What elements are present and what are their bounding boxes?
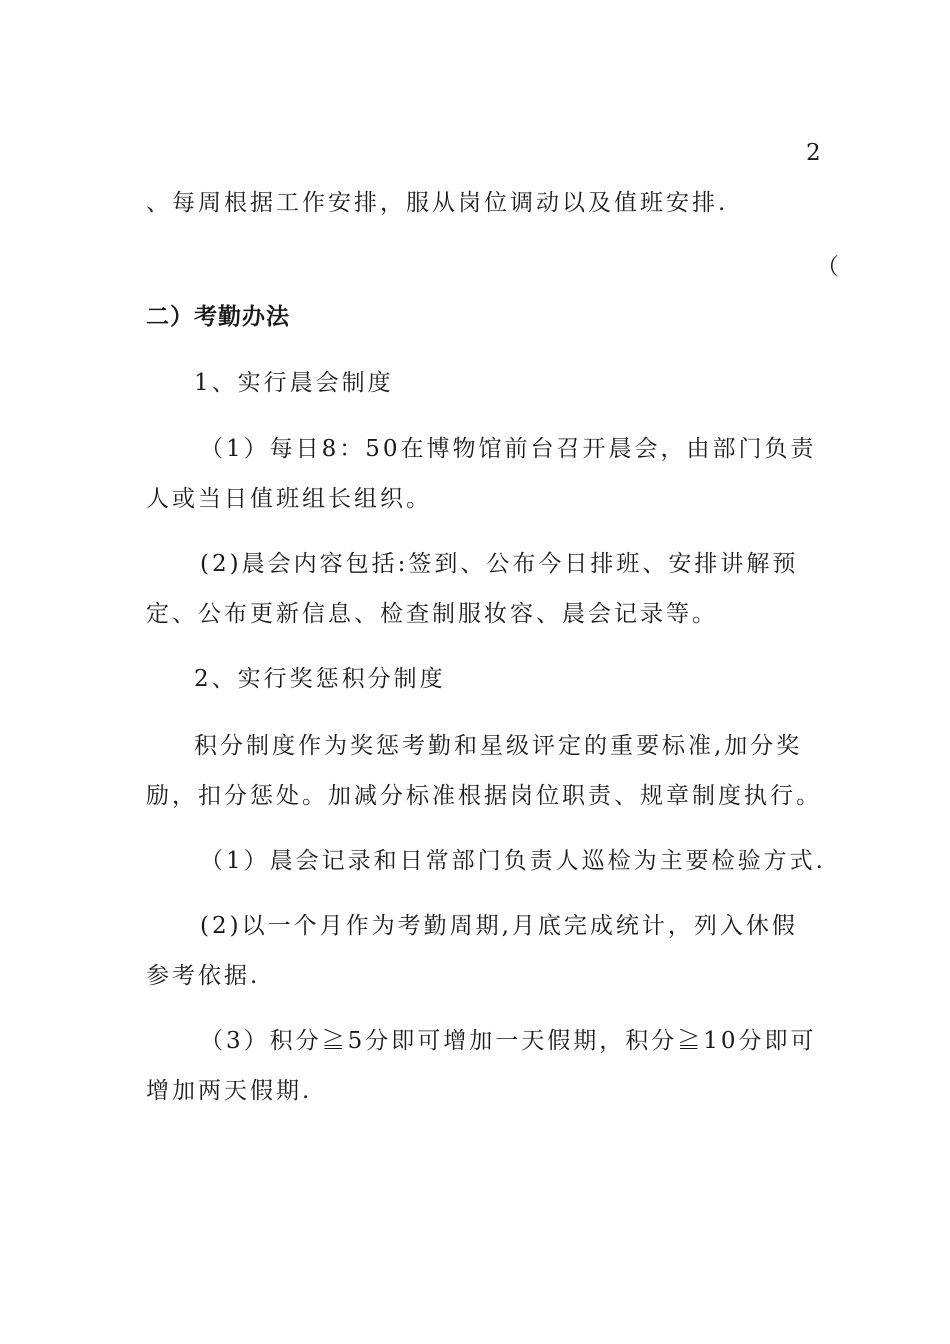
item2-intro-line1: 积分制度作为奖惩考勤和星级评定的重要标准,加分奖 xyxy=(194,733,803,759)
item2-p3-line2: 增加两天假期. xyxy=(146,1078,313,1104)
item2-p3-line1: （3）积分≧5分即可增加一天假期，积分≧10分即可 xyxy=(200,1028,817,1054)
paren-marker: （ xyxy=(816,254,839,280)
item1-p2-line2: 定、公布更新信息、检查制服妆容、晨会记录等。 xyxy=(146,601,718,627)
item1-p1-line1: （1）每日8：50在博物馆前台召开晨会，由部门负责 xyxy=(200,436,817,462)
item1-title: 1、实行晨会制度 xyxy=(194,370,394,396)
item2-intro-line2: 励，扣分惩处。加减分标准根据岗位职责、规章制度执行。 xyxy=(146,783,822,809)
item2-p2-line2: 参考依据. xyxy=(146,963,261,989)
page-marker: 2 xyxy=(806,140,821,166)
fragment-line: 、每周根据工作安排，服从岗位调动以及值班安排. xyxy=(146,190,729,216)
item1-p1-line2: 人或当日值班组长组织。 xyxy=(146,486,432,512)
item1-p2-line1: (2)晨会内容包括:签到、公布今日排班、安排讲解预 xyxy=(200,551,799,577)
item2-p1-line1: （1）晨会记录和日常部门负责人巡检为主要检验方式. xyxy=(200,848,826,874)
item2-title: 2、实行奖惩积分制度 xyxy=(194,666,446,692)
section-heading: 二）考勤办法 xyxy=(146,304,290,330)
item2-p2-line1: (2)以一个月作为考勤周期,月底完成统计，列入休假 xyxy=(200,913,798,939)
